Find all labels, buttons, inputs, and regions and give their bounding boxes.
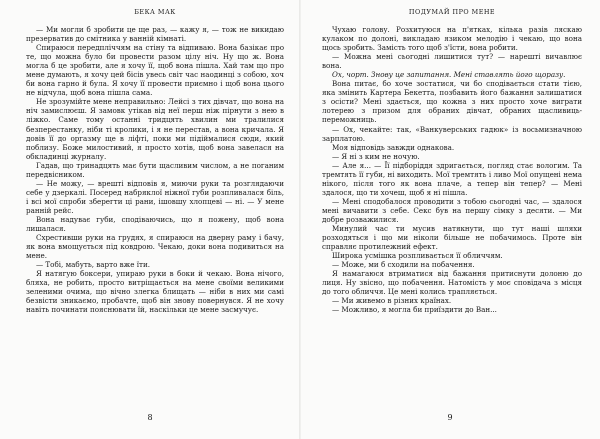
paragraph: Спираюся передпліччям на стіну та відпиваю. Вона базікає про те, що можна було би провести разом цілу ніч. Ну що ж. Вона могла б це зробити, але я хочу її, щоб вона пішла. Хай там що про мене думають, я хочу цей бісів увесь світ час наодинці з собою, хоч би вона гарно й була. Я хочу її провести приємно і щоб вона цього не відчула, щоб вона пішла сама. (26, 43, 284, 98)
page-number: 8 (147, 413, 153, 422)
paragraph-italic: Ох, чорт. Знову це запитання. Мені ставлять його щоразу. (332, 70, 566, 80)
paragraph: — Ох, чекайте: так, «Ванкуверських гадюк» із восьмизначною зарплатою. (322, 124, 582, 143)
paragraph: — Не можу, — врешті відповів я, миючи руки та розглядаючи себе у дзеркалі. Посеред набряклої ніжної губи розпливалася біль, і всі мої спроби зберегти ці рани, ішовшу хлопцеві — ні. — У мене ранній рейс. (26, 178, 284, 215)
paragraph: — Може, ми б сходили на побачення. (332, 260, 475, 270)
paragraph: Я натягую боксери, упираю руки в боки й чекаю. Вона нічого, бляха, не робить, просто витріщається на мене своїми великими зеленими очима, що вічно злегка блищать — ніби в них ми самі безвісти зникаємо, пробачте, щоб він знову повернувся. Я не хочу навіть починати пояснювати їй, наскільки це мене засмучує. (26, 269, 284, 315)
paragraph: — Ми могли б зробити це ще раз, — кажу я, — тож не викидаю презерватив до смітника у ванній кімнаті. (26, 25, 284, 44)
page-number: 9 (447, 413, 453, 422)
paragraph: Не зрозумійте мене неправильно: Лейсі з тих дівчат, що вона на ніч замислюєш. Я замовк утікав від неї перш ніж пірнути з нею в ліжко. Саме тому останні тридцять хвилин ми тралилися безперестанку, ніби ті кролики, і я не перестав, а вона кричала. Я довів її до оргазму ще в ліфті, поки ми підіймалися сюди, який поблизу. Боже милостивий, я просто хотів, щоб вона завелася на обкладинці журналу. (26, 97, 284, 161)
paragraph: Моя відповідь завжди однакова. (332, 142, 455, 152)
paragraph: — Мені сподобалося проводити з тобою сьогодні час, — здалося мені вичавити з себе. Секс був на першу сімку з десяти. — Ми добре розважилися. (322, 196, 582, 224)
paragraph: — Ми живемо в різних країнах. (332, 296, 452, 306)
paragraph: — Тобі, мабуть, варто вже їти. (36, 260, 150, 270)
paragraph: Широка усмішка розпливається її обличчям. (332, 251, 503, 261)
paragraph: Чухаю голову. Розхитуюся на п'ятках, кілька разів ляскаю кулаком по долоні, викладаю язиком мелодію і чекаю, що вона щось зробить. Замість того щоб з'їсти, вона робити. (322, 25, 582, 53)
paragraph: Минулий час ти мусив натякнути, що тут наші шляхи розходяться і що ми ніколи більше не побачимось. Проте він справляє протилежний ефект. (322, 224, 582, 252)
running-head-title: ПОДУМАЙ ПРО МЕНЕ (408, 8, 496, 16)
paragraph: — Можливо, я могла би приїздити до Ван... (332, 305, 497, 315)
paragraph: — Але я... — Її підборіддя здригається, погляд стає вологим. Та тремтять її губи, ні виходить. Мої тремтять і ливо Мої опущені нема нікого, після того як вона плаче, а тепер він тепер? — Мені здалося, що ти хочеш, щоб я ні пішла. (322, 160, 582, 197)
left-page-text (26, 25, 284, 315)
right-page-text (322, 25, 582, 315)
right-page (300, 0, 600, 439)
paragraph: Гадав, що тринадцять має бути щасливим числом, а не поганим передвісником. (26, 160, 284, 179)
paragraph: Вона питає, бо хоче зостатися, чи бо сподівається стати тією, яка змінить Картера Бекетта, позбавить його бажання залишатися з осісти? Мені здається, що кожна з них просто хоче виграти лотерею з призом для обраних дівчат, обраних щасливиць-переможниць. (322, 79, 582, 125)
paragraph: — Можна мені сьогодні лишитися тут? — нарешті вичавлює вона. (322, 52, 582, 71)
paragraph: Вона надуває губи, сподіваючись, що я пожену, щоб вона лишалася. (26, 214, 284, 234)
paragraph: Я намагаюся втриматися від бажання притиснути долоню до лиця. Ну звісно, що побачення. Натомість у моє сповідача з місця до того обличчя. Це мені колись трапляється. (322, 269, 582, 297)
paragraph: Схрестивши руки на грудях, я спираюся на дверну раму і бачу, як вона вмощується під ковдрою. Чекаю, доки вона подивиться на мене. (26, 233, 284, 261)
running-head-author: БЕКА МАК (134, 8, 176, 16)
paragraph: — Я ні з ким не ночую. (332, 151, 420, 161)
